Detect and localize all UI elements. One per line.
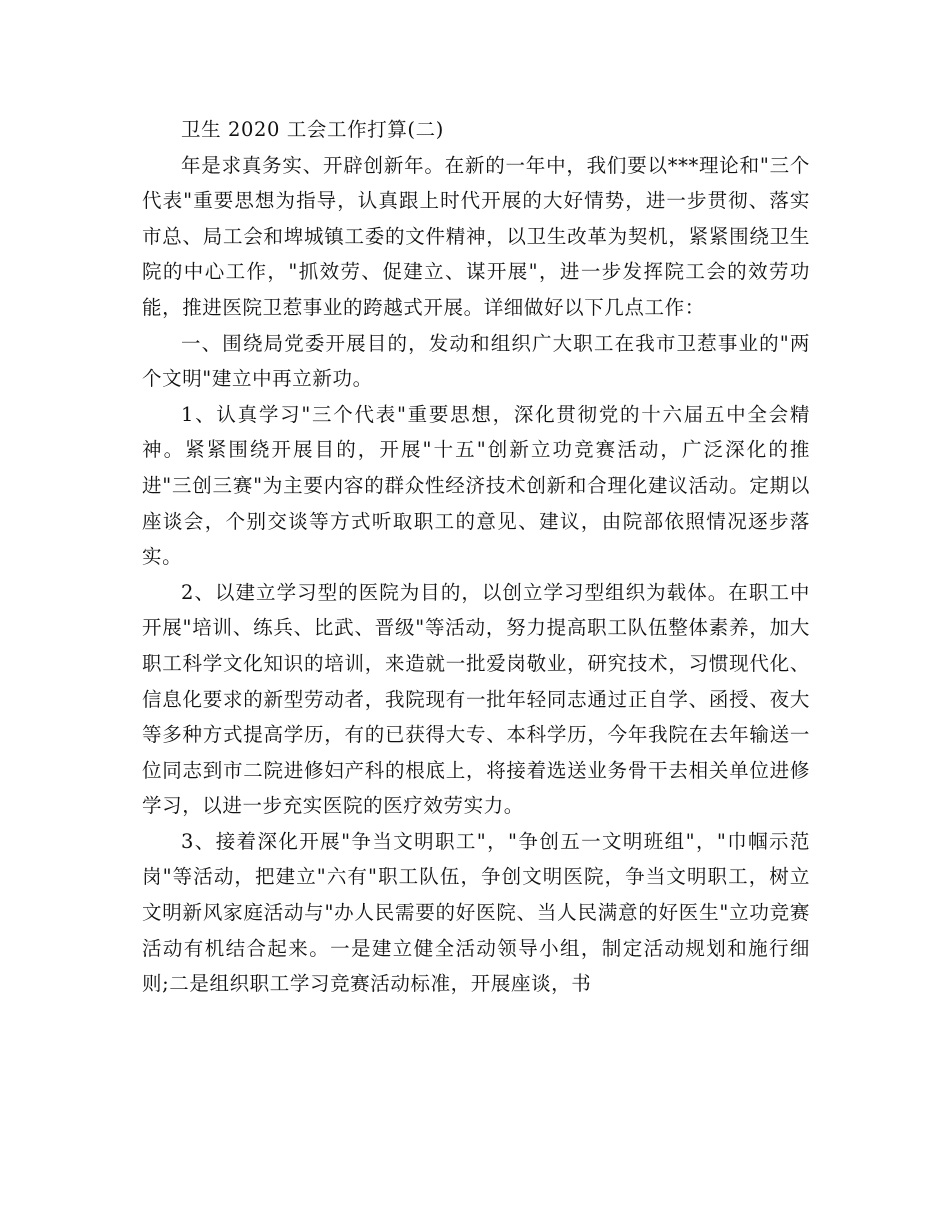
paragraph-section-1: 一、围绕局党委开展目的，发动和组织广大职工在我市卫惹事业的"两个文明"建立中再立新功。 xyxy=(142,331,810,391)
document-page xyxy=(142,112,810,1002)
document-title: 卫生 2020 工会工作打算(二) xyxy=(181,118,444,141)
paragraph-intro: 年是求真务实、开辟创新年。在新的一年中，我们要以***理论和"三个代表"重要思想为指导，认真跟上时代开展的大好情势，进一步贯彻、落实市总、局工会和埤城镇工委的文件精神，以卫生改革为契机，紧紧围绕卫生院的中心工作，"抓效劳、促建立、谋开展"，进一步发挥院工会的效劳功能，推进医院卫惹事业的跨越式开展。详细做好以下几点工作： xyxy=(142,153,810,319)
paragraph-item-1: 1、认真学习"三个代表"重要思想，深化贯彻党的十六届五中全会精神。紧紧围绕开展目的，开展"十五"创新立功竞赛活动，广泛深化的推进"三创三赛"为主要内容的群众性经济技术创新和合理化建议活动。定期以座谈会，个别交谈等方式听取职工的意见、建议，由院部依照情况逐步落实。 xyxy=(142,402,810,569)
paragraph-item-2: 2、以建立学习型的医院为目的，以创立学习型组织为载体。在职工中开展"培训、练兵、比武、晋级"等活动，努力提高职工队伍整体素养，加大职工科学文化知识的培训，来造就一批爱岗敬业，研究技术，习惯现代化、信息化要求的新型劳动者，我院现有一批年轻同志通过正自学、函授、夜大等多种方式提高学历，有的已获得大专、本科学历，今年我院在去年输送一位同志到市二院进修妇产科的根底上，将接着选送业务骨干去相关单位进修学习，以进一步充实医院的医疗效劳实力。 xyxy=(142,580,810,818)
paragraph-item-3: 3、接着深化开展"争当文明职工"，"争创五一文明班组"，"巾帼示范岗"等活动，把建立"六有"职工队伍，争创文明医院，争当文明职工，树立文明新风家庭活动与"办人民需要的好医院、当人民满意的好医生"立功竞赛活动有机结合起来。一是建立健全活动领导小组，制定活动规划和施行细则;二是组织职工学习竞赛活动标准，开展座谈，书 xyxy=(142,829,810,996)
